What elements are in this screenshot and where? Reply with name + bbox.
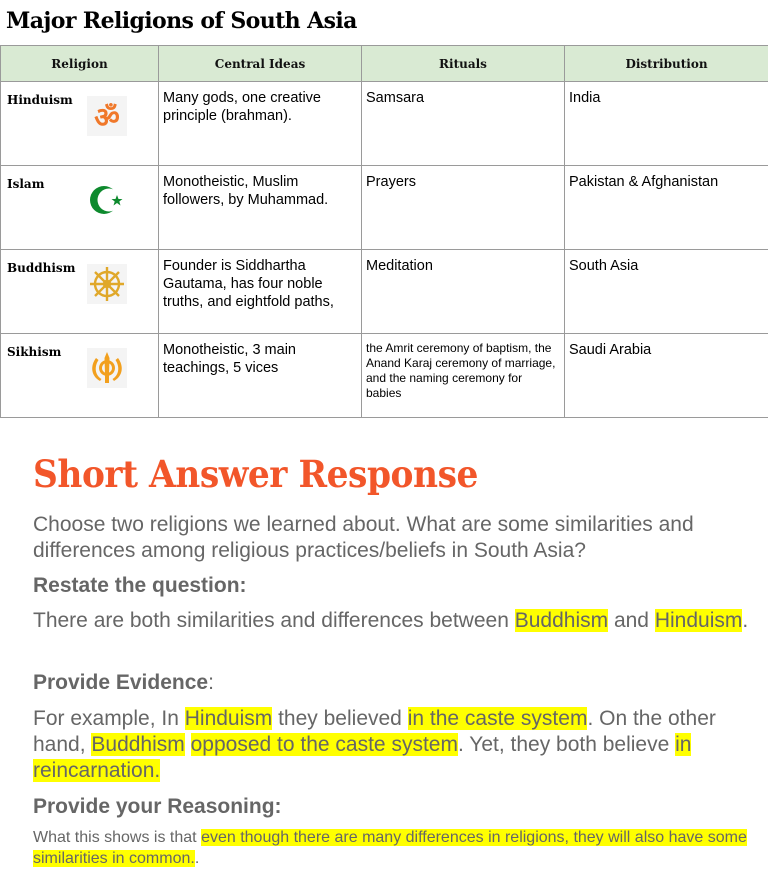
header-distribution: Distribution [565, 46, 768, 82]
highlighted-text: Hinduism [655, 609, 743, 632]
religions-table [0, 45, 768, 418]
table-row [1, 334, 768, 418]
restate-text: . [742, 609, 748, 632]
document-title: Major Religions of South Asia [6, 8, 357, 34]
evidence-answer [33, 706, 768, 784]
header-religion: Religion [1, 46, 159, 82]
evidence-label-text: Provide Evidence [33, 671, 208, 694]
religion-name: Islam [7, 177, 44, 191]
evidence-text: For example, In [33, 707, 185, 730]
religion-cell [1, 334, 159, 418]
religion-cell [1, 82, 159, 166]
short-answer-heading: Short Answer Response [33, 452, 478, 496]
central-ideas-cell: Many gods, one creative principle (brahman). [159, 82, 362, 166]
highlighted-text: even though there are many differences in religions, they will also have some similarities in common. [33, 829, 747, 867]
religion-cell [1, 166, 159, 250]
reasoning-text: . [195, 850, 199, 867]
evidence-text: . Yet, they both believe [458, 733, 675, 756]
distribution-cell: India [565, 82, 768, 166]
evidence-text: they believed [272, 707, 407, 730]
central-ideas-cell: Monotheistic, 3 main teachings, 5 vices [159, 334, 362, 418]
evidence-text [185, 733, 191, 756]
reasoning-text: What this shows is that [33, 829, 201, 846]
evidence-text: . On the other hand, [33, 707, 716, 756]
reasoning-answer [33, 827, 768, 869]
highlighted-text: in the caste system [408, 707, 588, 730]
highlighted-text: Hinduism [185, 707, 273, 730]
distribution-cell: Pakistan & Afghanistan [565, 166, 768, 250]
om-icon [87, 96, 127, 136]
evidence-label [33, 670, 768, 696]
rituals-cell: Prayers [362, 166, 565, 250]
highlighted-text: Buddhism [515, 609, 608, 632]
crescent-star-icon [87, 180, 127, 220]
highlighted-text: Buddhism [91, 733, 184, 756]
restate-text: There are both similarities and differences between [33, 609, 515, 632]
religion-name: Sikhism [7, 345, 61, 359]
distribution-cell: Saudi Arabia [565, 334, 768, 418]
restate-label: Restate the question: [33, 573, 768, 599]
header-central-ideas: Central Ideas [159, 46, 362, 82]
table-row [1, 250, 768, 334]
rituals-cell: Meditation [362, 250, 565, 334]
restate-answer [33, 608, 768, 634]
table-row [1, 166, 768, 250]
reasoning-label: Provide your Reasoning: [33, 794, 768, 820]
highlighted-text: opposed to the caste system [191, 733, 458, 756]
table-row [1, 82, 768, 166]
table-header-row [1, 46, 768, 82]
evidence-label-colon: : [208, 671, 214, 694]
question-text: Choose two religions we learned about. What are some similarities and differences among religious practices/beliefs in South Asia? [33, 512, 768, 564]
rituals-cell: the Amrit ceremony of baptism, the Anand Karaj ceremony of marriage, and the naming ceremony for babies [362, 334, 565, 418]
restate-text: and [608, 609, 655, 632]
central-ideas-cell: Monotheistic, Muslim followers, by Muhammad. [159, 166, 362, 250]
central-ideas-cell: Founder is Siddhartha Gautama, has four noble truths, and eightfold paths, [159, 250, 362, 334]
religion-cell [1, 250, 159, 334]
highlighted-text: in reincarnation. [33, 733, 691, 782]
dharma-wheel-icon [87, 264, 127, 304]
svg-text:ॐ: ॐ [94, 101, 120, 134]
distribution-cell: South Asia [565, 250, 768, 334]
header-rituals: Rituals [362, 46, 565, 82]
religion-name: Hinduism [7, 93, 73, 107]
religion-name: Buddhism [7, 261, 75, 275]
khanda-icon [87, 348, 127, 388]
rituals-cell: Samsara [362, 82, 565, 166]
